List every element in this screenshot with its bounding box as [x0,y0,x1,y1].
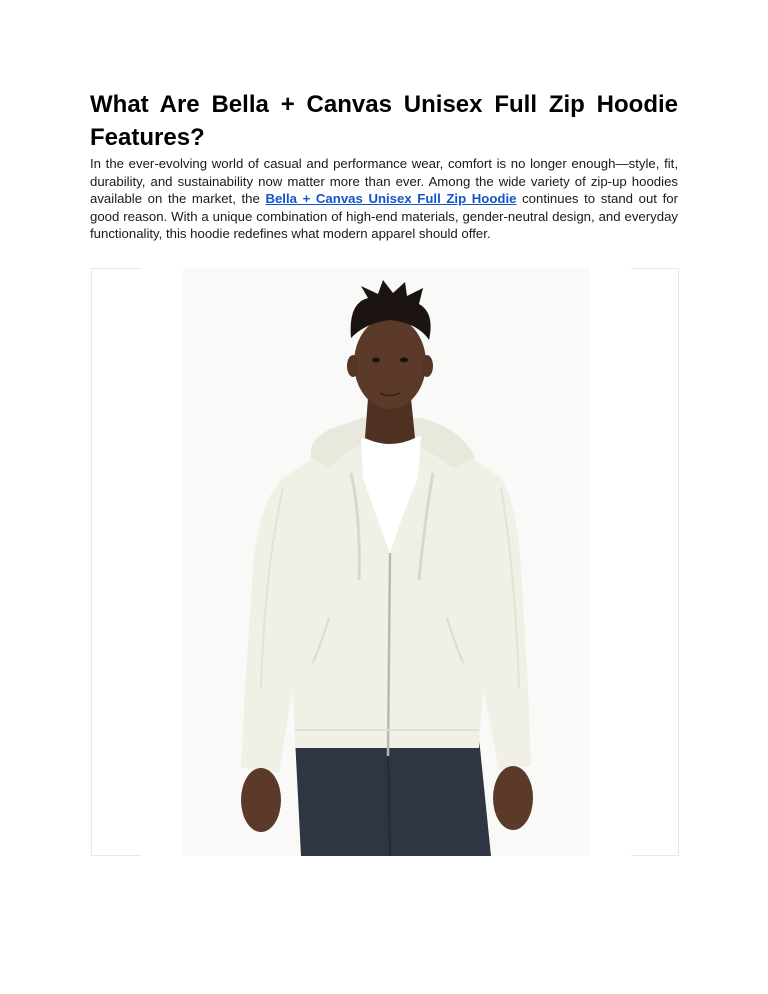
product-photo [183,268,590,856]
frame-edge [631,268,679,269]
product-image-frame [91,268,679,856]
intro-paragraph [90,155,678,243]
frame-edge [678,268,679,856]
frame-edge [631,855,679,856]
hoodie-model-illustration [183,268,590,856]
intro-text-before-link: In the ever-evolving world of casual and performance wear, comfort is no longer enough—style, fit, durability, and sustainability now matter more than ever. Among the wide variety of zip-up hoodies available on the market, the [90,156,678,206]
frame-edge [91,268,92,856]
jeans [295,738,491,856]
right-hand [493,766,533,830]
left-hand [241,768,281,832]
frame-edge [91,855,141,856]
product-link[interactable]: Bella + Canvas Unisex Full Zip Hoodie [265,191,517,206]
frame-edge [91,268,141,269]
article-title: What Are Bella + Canvas Unisex Full Zip Hoodie Features? [90,91,678,151]
intro-text-after-link: continues to stand out for good reason. With a unique combination of high-end materials, gender-neutral design, and everyday functionality, this hoodie redefines what modern apparel should offer. [90,191,678,241]
